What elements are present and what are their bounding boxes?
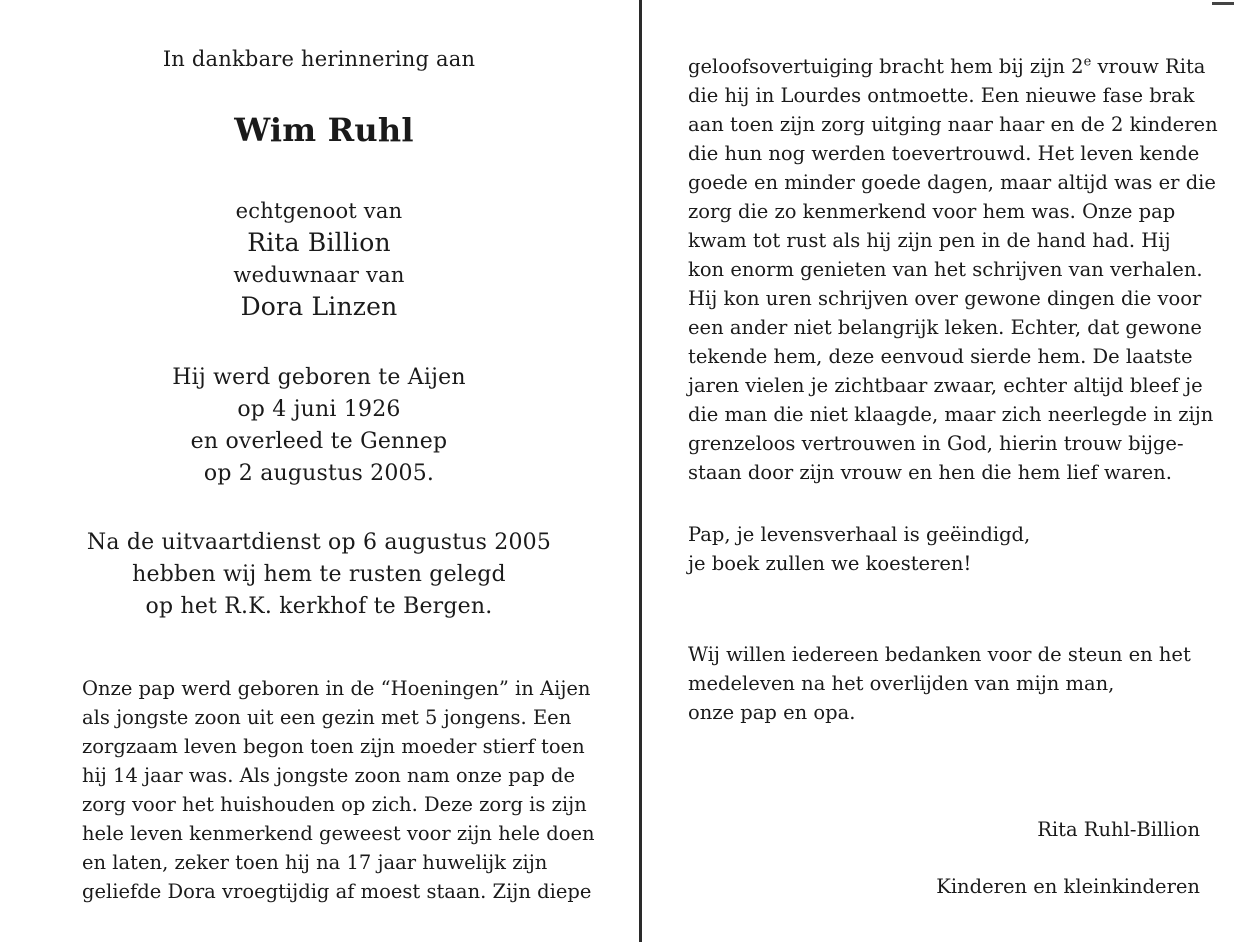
bio-line: goede en minder goede dagen, maar altijd was er die	[688, 171, 1216, 194]
bio-line: en laten, zeker toen hij na 17 jaar huwelijk zijn	[82, 851, 548, 874]
bio-line: kwam tot rust als hij zijn pen in de hand had. Hij	[688, 229, 1171, 252]
bio-line: jaren vielen je zichtbaar zwaar, echter altijd bleef je	[688, 374, 1203, 397]
biography-right	[688, 52, 1218, 487]
right-page	[646, 0, 1234, 942]
bio-line: een ander niet belangrijk leken. Echter, dat gewone	[688, 316, 1202, 339]
bio-line: zorg voor het huishouden op zich. Deze zorg is zijn	[82, 793, 587, 816]
bio-line: die hij in Lourdes ontmoette. Een nieuwe fase brak	[688, 84, 1195, 107]
birth-date-line: op 4 juni 1926	[237, 397, 401, 422]
family-line: Kinderen en kleinkinderen	[936, 875, 1200, 898]
death-line: en overleed te Gennep	[190, 429, 448, 454]
funeral-line: op het R.K. kerkhof te Bergen.	[145, 594, 493, 619]
signature-name: Rita Ruhl-Billion	[1037, 818, 1200, 841]
bio-line: Hij kon uren schrijven over gewone dingen die voor	[688, 287, 1202, 310]
bio-line: Onze pap werd geboren in de “Hoeningen” in Aijen	[82, 677, 591, 700]
closing-verse	[688, 520, 1030, 578]
thanks-line: medeleven na het overlijden van mijn man,	[688, 672, 1115, 695]
bio-line: die man die niet klaagde, maar zich neerlegde in zijn	[688, 403, 1214, 426]
bio-line: zorgzaam leven begon toen zijn moeder stierf toen	[82, 735, 585, 758]
funeral-line: hebben wij hem te rusten gelegd	[132, 562, 506, 587]
thanks-line: onze pap en opa.	[688, 701, 856, 724]
thanks-message	[688, 640, 1191, 727]
bio-line	[688, 52, 1218, 81]
birth-line: Hij werd geboren te Aijen	[172, 365, 466, 390]
birth-death-block	[0, 362, 638, 490]
bio-line: staan door zijn vrouw en hen die hem lief waren.	[688, 461, 1172, 484]
spouse-label: echtgenoot van	[235, 199, 403, 223]
bio-line: als jongste zoon uit een gezin met 5 jongens. Een	[82, 706, 572, 729]
bio-line: kon enorm genieten van het schrijven van verhalen.	[688, 258, 1203, 281]
ordinal-superscript: e	[1083, 54, 1092, 70]
bio-line: hele leven kenmerkend geweest voor zijn hele doen	[82, 822, 595, 845]
spouse-block	[0, 196, 638, 324]
card-fold-line	[639, 0, 642, 942]
bio-line: grenzeloos vertrouwen in God, hierin trouw bijge-	[688, 432, 1184, 455]
bio-line: tekende hem, deze eenvoud sierde hem. De laatste	[688, 345, 1193, 368]
thanks-line: Wij willen iedereen bedanken voor de steun en het	[688, 643, 1191, 666]
funeral-line: Na de uitvaartdienst op 6 augustus 2005	[86, 530, 552, 555]
bio-line: geliefde Dora vroegtijdig af moest staan. Zijn diepe	[82, 880, 592, 903]
verse-line: Pap, je levensverhaal is geëindigd,	[688, 523, 1031, 546]
bio-first-text: geloofsovertuiging bracht hem bij zijn 2	[688, 55, 1084, 78]
verse-line: je boek zullen we koesteren!	[688, 552, 972, 575]
widower-name: Dora Linzen	[240, 292, 398, 321]
bio-line: die hun nog werden toevertrouwd. Het leven kende	[688, 142, 1200, 165]
death-date-line: op 2 augustus 2005.	[203, 461, 435, 486]
bio-line: zorg die zo kenmerkend voor hem was. Onze pap	[688, 200, 1176, 223]
bio-line: aan toen zijn zorg uitging naar haar en de 2 kinderen	[688, 113, 1218, 136]
deceased-name: Wim Ruhl	[234, 111, 414, 149]
bio-first-text-end: vrouw Rita	[1091, 55, 1206, 78]
biography-left	[82, 674, 602, 906]
bio-line: hij 14 jaar was. Als jongste zoon nam onze pap de	[82, 764, 576, 787]
funeral-block	[0, 527, 638, 623]
widower-label: weduwnaar van	[233, 263, 405, 287]
intro-line: In dankbare herinnering aan	[162, 47, 476, 71]
spouse-name: Rita Billion	[247, 228, 391, 257]
